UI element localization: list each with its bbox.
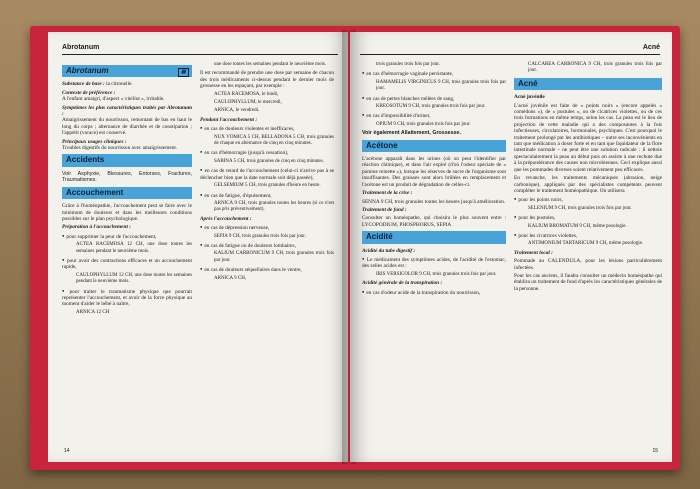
remedy: ARNICA 9 CH, xyxy=(214,275,247,281)
section-bar-accouchement: Accouchement xyxy=(62,187,192,199)
remedy: ANTIMONIUM TARTARICUM 9 CH, même posologie. xyxy=(528,241,644,247)
list-item: ● en cas d'hémorragie vaginale persistante, xyxy=(362,70,506,77)
header-rule xyxy=(360,54,660,55)
paragraph: SENNA 9 CH, trois granules toutes les heures jusqu'à amélioration. xyxy=(362,198,506,205)
right-page xyxy=(350,32,672,462)
list-item: ● en cas de dépression nerveuse, xyxy=(200,224,334,231)
label: Traitement de la crise : xyxy=(362,190,413,197)
label: Substance de base : xyxy=(62,81,105,88)
label: Traitement de fond : xyxy=(362,206,407,213)
paragraph: Grâce à l'homéopathie, l'accouchement peut se faire avec le minimum de douleurs et dans les meilleures conditions possibles sur le plan psychologique. xyxy=(62,203,192,222)
remedy: SABINA 5 CH, trois granules de cinq en cinq minutes. xyxy=(214,158,324,164)
list-item: ● en cas de douleurs violentes et inefficaces, xyxy=(200,125,334,132)
text: la citronelle. xyxy=(106,81,133,88)
list-item: ● pour avoir des contractions efficaces et un accouchement rapide, xyxy=(62,257,192,271)
list-item: ● en cas de fatigue, d'épuisement, xyxy=(200,192,334,199)
list-item: ● pour les pustules, xyxy=(514,214,662,221)
paragraph: Pour les cas anciens, il faudra consulter un médecin homéopathe qui établira un traitement de fond d'après les caractéristiques générales de la personne. xyxy=(514,272,662,292)
remedy: IRIS VERSICOLOR 9 CH, trois granules trois fois par jour. xyxy=(376,271,497,277)
see-also: Voir également Allaitement, Grossesse. xyxy=(362,130,461,137)
paragraph: Pommade au CALENDULA, pour les lésions particulièrement infectées. xyxy=(514,258,662,271)
section-bar-acetone: Acétone xyxy=(362,140,506,152)
remedy: SEPIA 9 CH, trois granules trois fois par jour. xyxy=(214,233,306,239)
right-column-1 xyxy=(362,62,506,298)
remedy: KALIUM BROMATUM 9 CH, même posologie. xyxy=(528,223,627,229)
remedy: ARNICA 12 CH xyxy=(76,309,110,315)
list-item: ● pour supprimer la peur de l'accouchement, xyxy=(62,233,192,240)
right-column-2 xyxy=(514,62,662,294)
remedy: CAULOPHYLLUM, le mercredi, xyxy=(214,100,282,106)
section-bar-accidents: Accidents xyxy=(62,154,192,166)
remedy: trois granules trois fois par jour. xyxy=(376,62,440,67)
label: Pendant l'accouchement : xyxy=(200,116,258,123)
remedy: CALCAREA CARBONICA 9 CH, trois granules trois fois par jour. xyxy=(528,62,662,74)
label: Symptômes les plus caractéristiques traités par Abrotanum : xyxy=(62,104,192,118)
section-bar-abrotanum xyxy=(62,65,192,77)
text: A l'enfant amaigri, d'aspect « vieillot », irritable. xyxy=(62,96,165,103)
remedy: KALIUM CARBONICUM 9 CH, trois granules trois fois par jour. xyxy=(214,251,334,263)
left-column-1 xyxy=(62,62,192,318)
remedy: ARNICA, le vendredi. xyxy=(214,108,260,114)
left-column-2 xyxy=(200,62,334,284)
label: Acidité du tube digestif : xyxy=(362,247,416,254)
page-number-right: 15 xyxy=(652,448,658,454)
list-item: ● Le médicament des symptômes acides, de l'acidité de l'estomac, des selles acides est : xyxy=(362,256,506,270)
list-item: ● en cas d'odeur acide de la transpiration du nourrisson, xyxy=(362,289,506,296)
remedy: GELSEMIUM 5 CH, trois granules d'heure en heure. xyxy=(214,183,321,189)
label: Préparation à l'accouchement : xyxy=(62,224,132,231)
page-number-left: 14 xyxy=(64,448,70,454)
label: Principaux usages cliniques : xyxy=(62,138,127,145)
list-item: ● en cas d'hémorragie (jusqu'à cessation), xyxy=(200,149,334,156)
list-item: ● pour traiter le traumatisme physique que pourrait représenter l'accouchement, et avoir de la force physique au moment d'aider le bébé à naître, xyxy=(62,288,192,308)
list-item: ● pour les cicatrices violettes, xyxy=(514,232,662,239)
remedy: NUX VOMICA 5 CH, BELLADONA 5 CH, trois granules de chaque en alternance de cinq en cinq minutes. xyxy=(214,134,334,147)
remedy: OPIUM 9 CH, trois granules trois fois par jour. xyxy=(376,121,471,127)
remedy: ARNICA 9 CH, trois granules toutes les heures (si ce n'est pas pris préventivement). xyxy=(214,200,334,213)
label: Traitement local : xyxy=(514,249,553,256)
text: Amaigrissement du nourrisson, remontant de bas en haut le long du corps ; alternance de diarrhée et de constipation ; l'appétit (vorace) est conservé. xyxy=(62,117,192,137)
paragraph: L'acétone apparaît dans les urines (où on peut l'identifier par réaction chimique), et dans l'air expiré (d'où l'odeur spéciale de « pomme reinette »), lorsque les réserves de sucre de l'organisme sont insuffisantes. Des graisses sont alors brûlées en remplacement et l'acétone est un produit de dégradation de celles-ci. xyxy=(362,156,506,188)
remedy: SELENIUM 9 CH, trois granules trois fois par jour. xyxy=(528,205,632,211)
remedy: HAMAMELIS VIRGINICUS 9 CH, trois granules trois fois par jour. xyxy=(376,79,506,92)
list-item: ● en cas de pertes blanches mêlées de sang, xyxy=(362,95,506,102)
paragraph: Il est recommandé de prendre une dose par semaine de chacun des trois médicaments ci-dessus pendant le dernier mois de grossesse en les espaçant, par exemple : xyxy=(200,70,334,90)
remedy: CAULOPHYLLUM 12 CH, une dose toutes les semaines pendant le neuvième mois. xyxy=(76,272,192,285)
paragraph: L'acné juvénile est faite de « points noirs » (encore appelés « comédons »), de « pustules », ou de cicatrices violettes, ou de ces trois formations en même temps, selon les cas. La peau est le lieu de projection de cette maladie qui a des composantes à la fois infectieuses, circulatoires, hormonales, psychiques. C'est pourquoi le traitement prolongé par les antibiotiques – outre ses inconvénients en tant que médication à doser forte et en tant que liquidateur de la flore intestinale normale – ne peut être une solution radicale : il nettoie spectaculairement la peau au début puis on assiste à une rechute due à la prépondérance des causes non microbiennes. Ceci explique aussi que les pommades diverses soient relativement peu efficaces. xyxy=(514,102,662,173)
label: Acidité générale de la transpiration : xyxy=(362,280,443,287)
section-bar-acne: Acné xyxy=(514,78,662,90)
running-head-left: Abrotanum xyxy=(62,44,100,51)
remedy: KREOSOTUM 9 CH, trois granules trois fois par jour. xyxy=(376,104,486,110)
list-item: ● pour les points noirs, xyxy=(514,196,662,203)
list-item: ● en cas de fatigue ou de douleurs lombaires, xyxy=(200,242,334,249)
label: Après l'accouchement : xyxy=(200,215,252,222)
remedy: ACTEA RACEMOSA 12 CH, une dose toutes les semaines pendant le neuvième mois. xyxy=(76,242,192,254)
list-item: ● en cas de retard de l'accouchement (celui-ci n'arrive pas à se déclencher bien que la date normale soit déjà passée), xyxy=(200,167,334,181)
header-rule xyxy=(62,54,338,55)
paragraph: une dose toutes les semaines pendant le neuvième mois. xyxy=(214,62,327,67)
paragraph: En revanche, les traitements mécaniques (abrasion, neige carbonique), appliqués par des spécialistes compétents peuvent compléter le traitement homéopathique. On utilisera xyxy=(514,175,662,194)
remedy: ACTEA RACEMOSA, le lundi, xyxy=(214,91,279,97)
list-item: ● en cas d'impossibilité d'uriner, xyxy=(362,112,506,119)
running-head-right: Acné xyxy=(642,44,660,51)
section-title: Abrotanum xyxy=(66,66,109,75)
see-also: Voir Asphyxie, Blessures, Entorses, Fractures, Traumatismes. xyxy=(62,170,192,184)
left-page xyxy=(48,32,348,462)
label: Contexte de préférence : xyxy=(62,89,116,96)
list-item: ● en cas de douleurs séquellaires dans le ventre, xyxy=(200,266,334,273)
book-icon: ▤ xyxy=(178,68,189,77)
label: Acné juvénile xyxy=(514,94,545,101)
text: Troubles digestifs du nourrisson avec amaigrissement. xyxy=(62,145,178,152)
paragraph: Consulter un homéopathe, qui choisira le plus souvent entre : LYCOPODIUM, PHOSPHORUS, SEPIA xyxy=(362,215,506,228)
section-bar-acidite: Acidité xyxy=(362,231,506,243)
